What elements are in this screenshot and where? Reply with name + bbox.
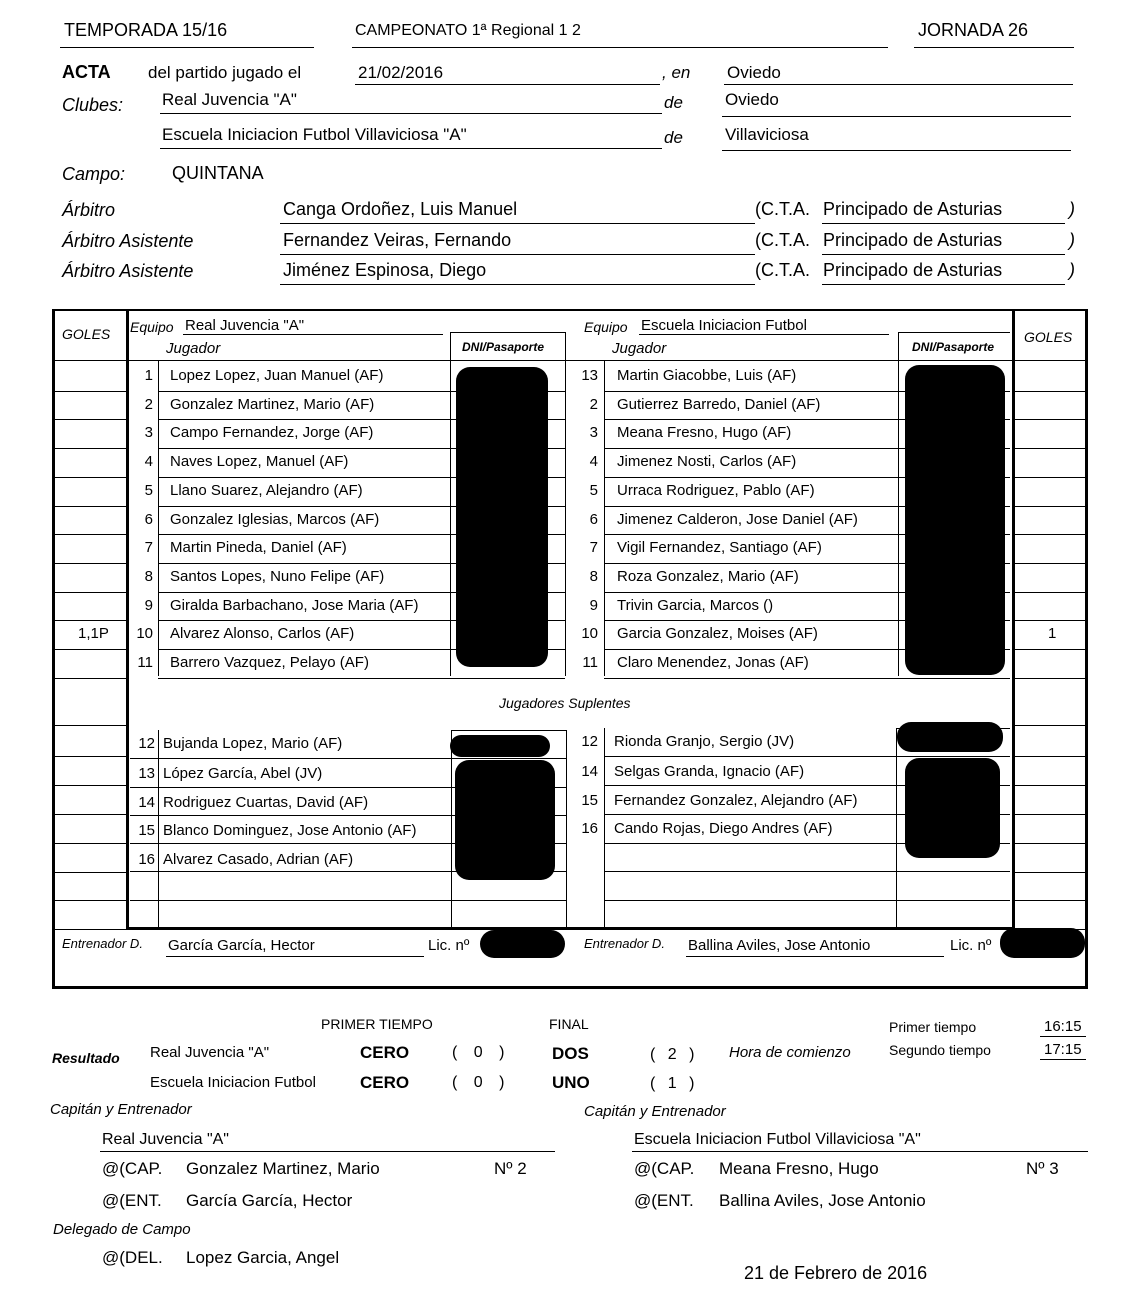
home-player-name: Gonzalez Martinez, Mario (AF) — [170, 396, 375, 413]
goles-header-away: GOLES — [1024, 329, 1073, 345]
home-player-number: 6 — [144, 511, 153, 528]
club1-city: Oviedo — [725, 90, 779, 109]
away-player-name: Urraca Rodriguez, Pablo (AF) — [617, 482, 815, 499]
away-sub-name: Rionda Granjo, Sergio (JV) — [614, 733, 795, 750]
home-half-num: ( 0 ) — [452, 1044, 505, 1061]
match-date: 21/02/2016 — [358, 63, 444, 82]
home-coach: García García, Hector — [168, 937, 315, 954]
home-sub-name: Alvarez Casado, Adrian (AF) — [163, 851, 354, 868]
captains-right-label: Capitán y Entrenador — [584, 1103, 726, 1120]
away-sub-name: Selgas Granda, Ignacio (AF) — [614, 763, 805, 780]
away-coach-signature: Ballina Aviles, Jose Antonio — [719, 1191, 926, 1210]
entrenador-label-away: Entrenador D. — [584, 936, 665, 951]
away-sub-name: Cando Rojas, Diego Andres (AF) — [614, 820, 833, 837]
dni-header-away: DNI/Pasaporte — [912, 340, 995, 354]
primer-tiempo-header: PRIMER TIEMPO — [321, 1016, 433, 1032]
dni-header-home: DNI/Pasaporte — [462, 340, 545, 354]
lic-label-home: Lic. nº — [428, 937, 470, 954]
del-tag: @(DEL. — [102, 1248, 163, 1267]
captains-left-label: Capitán y Entrenador — [50, 1101, 192, 1118]
closing-date: 21 de Febrero de 2016 — [744, 1263, 928, 1283]
referee-org: (C.T.A. — [755, 230, 811, 250]
away-captain: Meana Fresno, Hugo — [719, 1159, 879, 1178]
campo-label: Campo: — [62, 164, 126, 184]
away-team-name: Escuela Iniciacion Futbol — [641, 317, 807, 334]
suplentes-header: Jugadores Suplentes — [499, 695, 631, 711]
referee-role: Árbitro — [62, 200, 116, 220]
club2-city: Villaviciosa — [725, 125, 809, 144]
away-player-name: Gutierrez Barredo, Daniel (AF) — [617, 396, 821, 413]
redacted-id — [480, 930, 565, 958]
segundo-label: Segundo tiempo — [889, 1042, 991, 1058]
home-player-name: Campo Fernandez, Jorge (AF) — [170, 424, 374, 441]
referee-region: Principado de Asturias — [823, 199, 1003, 219]
referee-name: Canga Ordoñez, Luis Manuel — [283, 199, 518, 219]
home-player-number: 11 — [137, 654, 153, 671]
jugador-header-home: Jugador — [166, 340, 221, 357]
jugador-header-away: Jugador — [612, 340, 667, 357]
segundo-hora: 17:15 — [1044, 1041, 1082, 1058]
home-sub-number: 12 — [138, 735, 155, 752]
home-player-number: 3 — [144, 424, 153, 441]
redacted-id — [905, 365, 1005, 675]
home-sub-name: Bujanda Lopez, Mario (AF) — [163, 735, 343, 752]
home-player-name: Santos Lopes, Nuno Felipe (AF) — [170, 568, 385, 585]
away-player-number: 6 — [589, 511, 598, 528]
away-ent-tag: @(ENT. — [634, 1191, 694, 1210]
away-captain-no: Nº 3 — [1026, 1159, 1059, 1178]
referee-close: ) — [1069, 260, 1075, 280]
partido-label: del partido jugado el — [148, 63, 302, 82]
away-player-number: 5 — [589, 482, 598, 499]
hora-label: Hora de comienzo — [729, 1044, 851, 1061]
home-captain-no: Nº 2 — [494, 1159, 527, 1178]
temporada-label: TEMPORADA 15/16 — [64, 20, 228, 40]
result-away-team: Escuela Iniciacion Futbol — [150, 1074, 316, 1091]
away-player-name: Martin Giacobbe, Luis (AF) — [617, 367, 797, 384]
away-cap-tag: @(CAP. — [634, 1159, 695, 1178]
home-final-num: ( 2 ) — [650, 1046, 695, 1063]
acta-label: ACTA — [62, 62, 111, 82]
away-player-name: Jimenez Calderon, Jose Daniel (AF) — [617, 511, 858, 528]
campo-value: QUINTANA — [172, 163, 264, 183]
campeonato: CAMPEONATO 1ª Regional 1 2 — [355, 22, 581, 39]
redacted-id — [905, 758, 1000, 858]
away-sub-number: 15 — [581, 792, 598, 809]
captains-away-team: Escuela Iniciacion Futbol Villaviciosa "A" — [634, 1131, 921, 1148]
away-player-name: Claro Menendez, Jonas (AF) — [617, 654, 809, 671]
match-city: Oviedo — [727, 63, 781, 82]
final-header: FINAL — [549, 1016, 589, 1032]
referee-org: (C.T.A. — [755, 199, 811, 219]
home-sub-name: Blanco Dominguez, Jose Antonio (AF) — [163, 822, 417, 839]
away-player-number: 8 — [589, 568, 598, 585]
home-player-name: Alvarez Alonso, Carlos (AF) — [170, 625, 355, 642]
equipo-label-away: Equipo — [584, 319, 628, 335]
equipo-label-home: Equipo — [130, 319, 174, 335]
home-sub-number: 14 — [138, 794, 155, 811]
primer-label: Primer tiempo — [889, 1019, 977, 1035]
away-player-number: 11 — [582, 654, 598, 671]
home-goals: 1,1P — [78, 625, 109, 642]
result-home-team: Real Juvencia "A" — [150, 1044, 270, 1061]
referee-role: Árbitro Asistente — [62, 261, 194, 281]
home-sub-number: 16 — [138, 851, 155, 868]
home-coach-signature: García García, Hector — [186, 1191, 353, 1210]
home-sub-number: 15 — [138, 822, 155, 839]
referee-close: ) — [1069, 199, 1075, 219]
home-player-name: Martin Pineda, Daniel (AF) — [170, 539, 347, 556]
home-player-number: 7 — [144, 539, 153, 556]
redacted-id — [1000, 928, 1085, 958]
club1: Real Juvencia "A" — [162, 90, 297, 109]
referee-region: Principado de Asturias — [823, 230, 1003, 250]
away-player-number: 3 — [589, 424, 598, 441]
redacted-id — [897, 722, 1003, 752]
entrenador-label-home: Entrenador D. — [62, 936, 143, 951]
away-sub-name: Fernandez Gonzalez, Alejandro (AF) — [614, 792, 858, 809]
away-coach: Ballina Aviles, Jose Antonio — [688, 937, 871, 954]
home-player-number: 4 — [144, 453, 153, 470]
away-sub-number: 12 — [581, 733, 598, 750]
home-sub-name: Rodriguez Cuartas, David (AF) — [163, 794, 369, 811]
home-player-number: 9 — [144, 597, 153, 614]
away-player-number: 10 — [581, 625, 598, 642]
club2: Escuela Iniciacion Futbol Villaviciosa "A" — [162, 125, 467, 144]
temporada-value: 15/16 — [182, 20, 228, 40]
away-sub-number: 16 — [581, 820, 598, 837]
home-player-number: 8 — [144, 568, 153, 585]
away-player-name: Vigil Fernandez, Santiago (AF) — [617, 539, 822, 556]
redacted-id — [456, 367, 548, 667]
captains-home-team: Real Juvencia "A" — [102, 1131, 229, 1148]
redacted-id — [450, 735, 550, 757]
en-label: , en — [662, 63, 691, 82]
home-player-name: Naves Lopez, Manuel (AF) — [170, 453, 349, 470]
referee-name: Fernandez Veiras, Fernando — [283, 230, 512, 250]
delegado-name: Lopez Garcia, Angel — [186, 1248, 340, 1267]
away-player-number: 9 — [589, 597, 598, 614]
referee-role: Árbitro Asistente — [62, 231, 194, 251]
home-cap-tag: @(CAP. — [102, 1159, 163, 1178]
resultado-label: Resultado — [52, 1050, 120, 1066]
delegado-label: Delegado de Campo — [53, 1221, 191, 1238]
away-player-number: 4 — [589, 453, 598, 470]
goles-header-home: GOLES — [62, 326, 111, 342]
home-sub-number: 13 — [138, 765, 155, 782]
de-label-1: de — [664, 93, 683, 112]
away-player-number: 7 — [589, 539, 598, 556]
lic-label-away: Lic. nº — [950, 937, 992, 954]
de-label-2: de — [664, 128, 683, 147]
away-half-word: CERO — [360, 1073, 410, 1092]
away-player-number: 2 — [589, 396, 598, 413]
away-player-name: Jimenez Nosti, Carlos (AF) — [617, 453, 797, 470]
home-half-word: CERO — [360, 1043, 410, 1062]
away-player-name: Meana Fresno, Hugo (AF) — [617, 424, 792, 441]
home-player-name: Llano Suarez, Alejandro (AF) — [170, 482, 363, 499]
home-sub-name: López García, Abel (JV) — [163, 765, 323, 782]
home-player-number: 10 — [136, 625, 153, 642]
away-player-name: Garcia Gonzalez, Moises (AF) — [617, 625, 818, 642]
referee-close: ) — [1069, 230, 1075, 250]
primer-hora: 16:15 — [1044, 1018, 1082, 1035]
away-final-word: UNO — [552, 1073, 590, 1092]
away-final-num: ( 1 ) — [650, 1075, 695, 1092]
referee-org: (C.T.A. — [755, 260, 811, 280]
home-team-name: Real Juvencia "A" — [185, 317, 305, 334]
away-goals: 1 — [1048, 625, 1057, 642]
home-player-name: Giralda Barbachano, Jose Maria (AF) — [170, 597, 419, 614]
referee-region: Principado de Asturias — [823, 260, 1003, 280]
redacted-id — [455, 760, 555, 880]
home-player-number: 1 — [144, 367, 153, 384]
home-player-name: Gonzalez Iglesias, Marcos (AF) — [170, 511, 380, 528]
jornada: JORNADA 26 — [918, 20, 1029, 40]
home-player-name: Lopez Lopez, Juan Manuel (AF) — [170, 367, 384, 384]
home-player-number: 5 — [144, 482, 153, 499]
away-half-num: ( 0 ) — [452, 1074, 505, 1091]
referee-name: Jiménez Espinosa, Diego — [283, 260, 487, 280]
away-sub-number: 14 — [581, 763, 598, 780]
away-player-name: Roza Gonzalez, Mario (AF) — [617, 568, 799, 585]
clubes-label: Clubes: — [62, 95, 124, 115]
home-ent-tag: @(ENT. — [102, 1191, 162, 1210]
home-player-name: Barrero Vazquez, Pelayo (AF) — [170, 654, 369, 671]
away-player-number: 13 — [581, 367, 598, 384]
home-player-number: 2 — [144, 396, 153, 413]
home-final-word: DOS — [552, 1044, 589, 1063]
away-player-name: Trivin Garcia, Marcos () — [617, 597, 774, 614]
home-captain: Gonzalez Martinez, Mario — [186, 1159, 380, 1178]
